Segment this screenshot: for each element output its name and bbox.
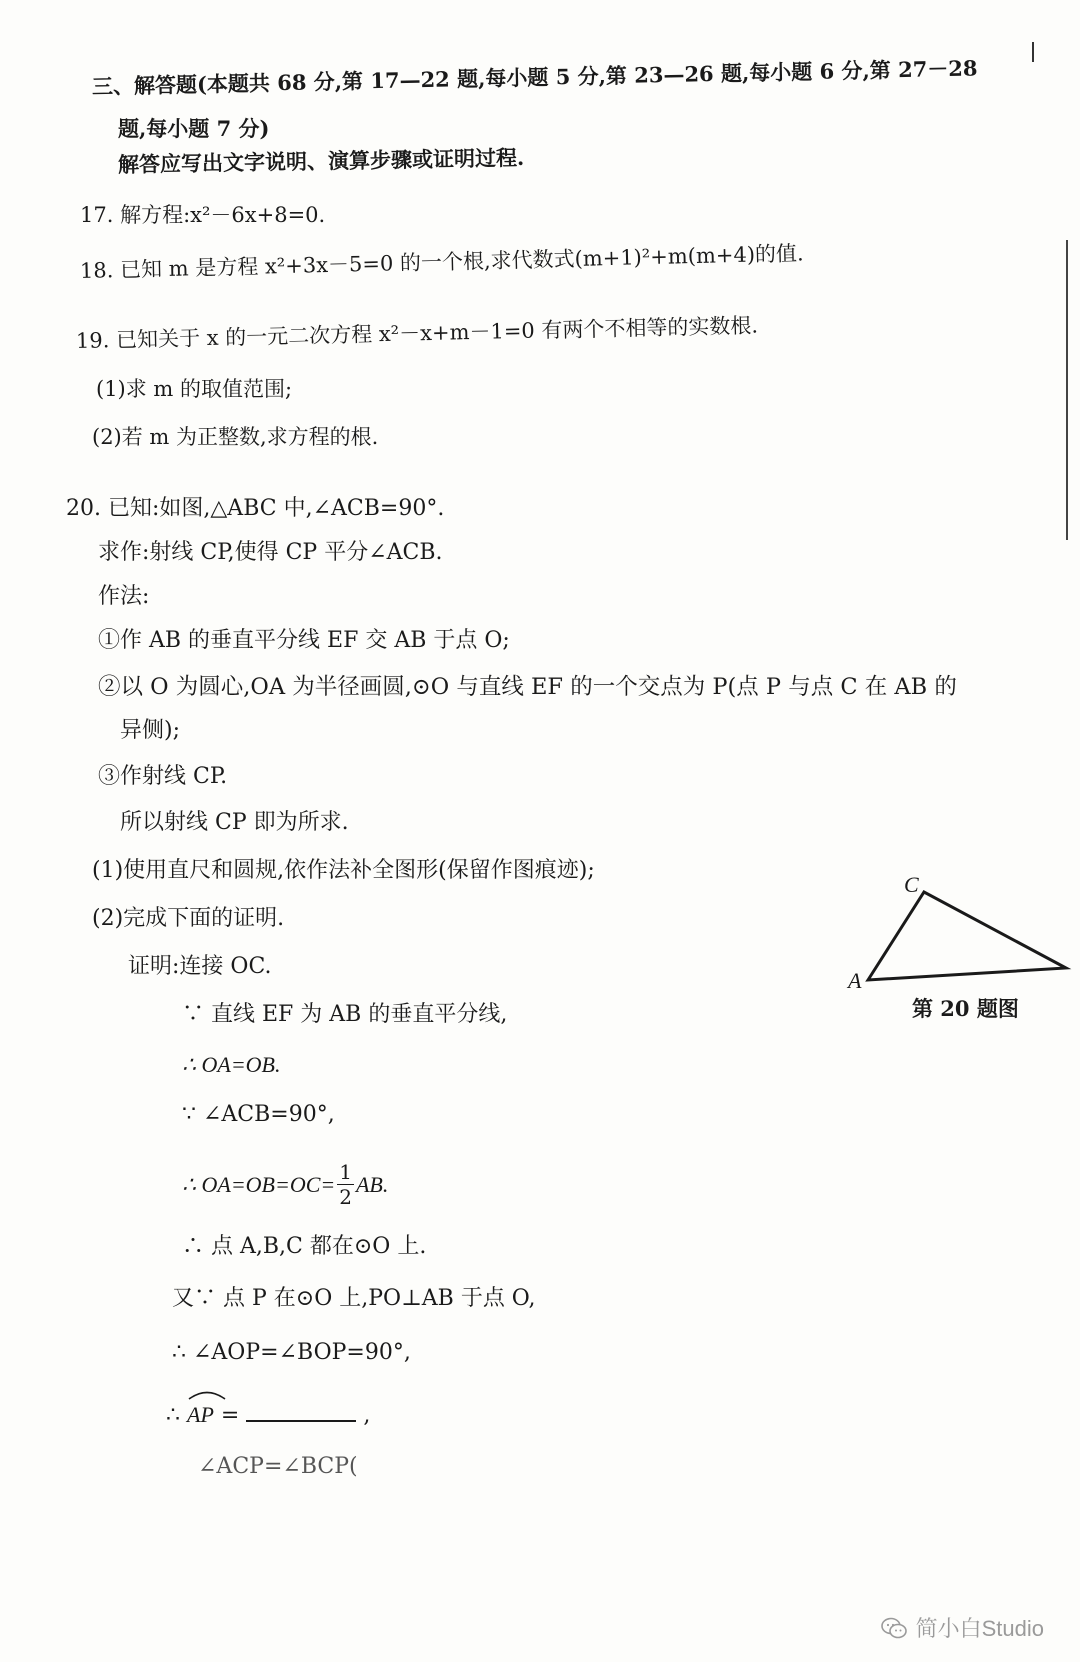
proof-line-4 — [182, 1160, 388, 1209]
proof-line-8-suffix: , — [363, 1403, 371, 1428]
construction-step-2b: 异侧); — [120, 718, 180, 743]
proof-start: 证明:连接 OC. — [128, 954, 272, 979]
scan-mark — [1032, 42, 1034, 62]
proof-line-7: ∴ ∠AOP=∠BOP=90°, — [172, 1340, 411, 1365]
watermark — [880, 1612, 1044, 1643]
section-instruction: 解答应写出文字说明、演算步骤或证明过程. — [117, 144, 525, 177]
question-19-part1: (1)求 m 的取值范围; — [96, 377, 293, 401]
arc-label: AP — [187, 1402, 214, 1427]
proof-line-4-suffix: AB. — [355, 1171, 389, 1197]
watermark-text: 简小白Studio — [915, 1616, 1044, 1641]
answer-blank[interactable] — [246, 1400, 356, 1422]
triangle-abc — [868, 892, 1066, 980]
question-20-part2: (2)完成下面的证明. — [92, 906, 285, 931]
arc-ap — [187, 1400, 214, 1431]
vertex-label-a: A — [848, 968, 862, 993]
construction-step-3: ③作射线 CP. — [98, 764, 228, 789]
proof-line-9-cut: ∠ACP=∠BCP( — [198, 1454, 358, 1479]
fraction-numerator: 1 — [339, 1160, 352, 1184]
question-20-task: 求作:射线 CP,使得 CP 平分∠ACB. — [98, 540, 443, 565]
proof-line-6: 又∵ 点 P 在⊙O 上,PO⊥AB 于点 O, — [172, 1286, 536, 1311]
question-18: 18. 已知 m 是方程 x²+3x－5=0 的一个根,求代数式(m+1)²+m(m+4)的值. — [79, 241, 804, 283]
proof-line-3: ∵ ∠ACB=90°, — [182, 1102, 335, 1127]
scan-edge-mark — [1066, 240, 1068, 540]
vertex-label-c: C — [904, 872, 919, 897]
question-20-given: 20. 已知:如图,△ABC 中,∠ACB=90°. — [66, 496, 445, 521]
construction-step-2a: ②以 O 为圆心,OA 为半径画圆,⊙O 与直线 EF 的一个交点为 P(点 P 与点 C 在 AB 的 — [98, 674, 957, 700]
question-20-part1: (1)使用直尺和圆规,依作法补全图形(保留作图痕迹); — [92, 858, 595, 883]
triangle-figure — [840, 872, 1070, 1012]
fraction-one-half — [337, 1160, 354, 1209]
question-19-part2: (2)若 m 为正整数,求方程的根. — [92, 425, 379, 449]
proof-line-4-prefix: ∴ OA=OB=OC= — [182, 1171, 336, 1197]
proof-line-1: ∵ 直线 EF 为 AB 的垂直平分线, — [182, 1002, 508, 1027]
proof-line-5: ∴ 点 A,B,C 都在⊙O 上. — [182, 1234, 427, 1259]
method-label: 作法: — [98, 584, 150, 609]
section-header-line2: 题,每小题 7 分) — [118, 116, 270, 141]
proof-line-8-prefix: ∴ — [166, 1403, 187, 1428]
question-17: 17. 解方程:x²－6x+8=0. — [80, 203, 326, 227]
proof-line-8 — [166, 1400, 370, 1431]
wechat-icon — [880, 1616, 908, 1640]
section-header-line1: 三、解答题(本题共 68 分,第 17—22 题,每小题 5 分,第 23—26 题,每小题 6 分,第 27－28 — [91, 55, 978, 99]
arc-symbol-icon — [187, 1388, 227, 1400]
figure-caption: 第 20 题图 — [912, 996, 1019, 1021]
proof-line-2: ∴ OA=OB. — [182, 1052, 281, 1077]
construction-step-1: ①作 AB 的垂直平分线 EF 交 AB 于点 O; — [98, 628, 510, 653]
construction-conclusion: 所以射线 CP 即为所求. — [120, 810, 349, 835]
fraction-denominator: 2 — [339, 1185, 352, 1209]
question-19-stem: 19. 已知关于 x 的一元二次方程 x²－x+m－1=0 有两个不相等的实数根. — [75, 313, 759, 353]
proof-line-8-equals: = — [220, 1403, 240, 1428]
